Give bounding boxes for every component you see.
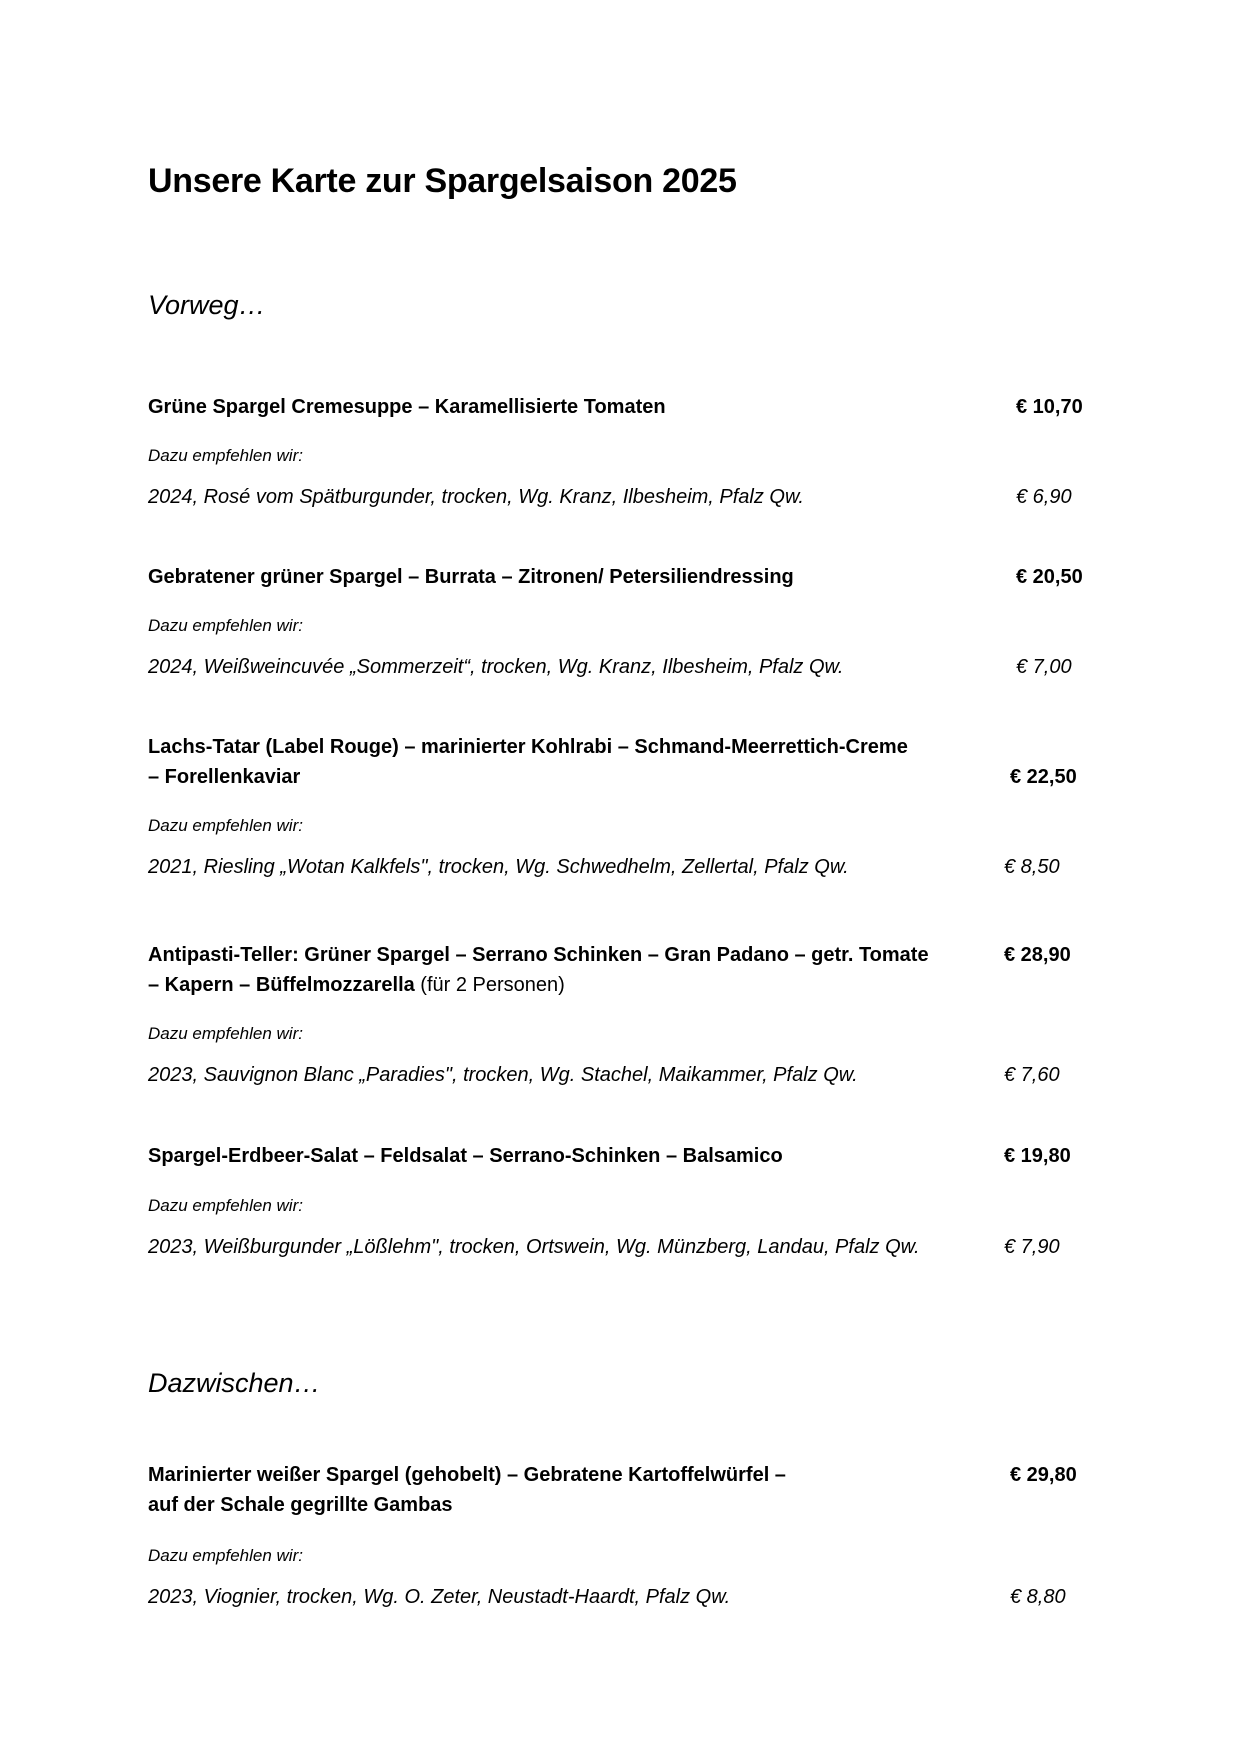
wine-recommendation: 2023, Sauvignon Blanc „Paradies", trocken, Wg. Stachel, Maikammer, Pfalz Qw. bbox=[148, 1064, 858, 1086]
dish-price: € 20,50 bbox=[1016, 566, 1083, 588]
dish-name-line bbox=[148, 970, 1088, 1000]
wine-price: € 8,80 bbox=[1010, 1586, 1066, 1608]
wine-price: € 6,90 bbox=[1016, 486, 1072, 508]
dish-name bbox=[148, 940, 1088, 1000]
wine-price: € 8,50 bbox=[1004, 856, 1060, 878]
recommendation-label: Dazu empfehlen wir: bbox=[148, 1024, 303, 1043]
dish-name bbox=[148, 1460, 1088, 1520]
wine-recommendation: 2024, Rosé vom Spätburgunder, trocken, Wg. Kranz, Ilbesheim, Pfalz Qw. bbox=[148, 486, 804, 508]
dish-price: € 28,90 bbox=[1004, 944, 1071, 966]
recommendation-label: Dazu empfehlen wir: bbox=[148, 1546, 303, 1565]
recommendation-label: Dazu empfehlen wir: bbox=[148, 446, 303, 465]
recommendation-label: Dazu empfehlen wir: bbox=[148, 816, 303, 835]
dish-price: € 10,70 bbox=[1016, 396, 1083, 418]
dish-price: € 19,80 bbox=[1004, 1145, 1071, 1167]
section-heading-vorweg: Vorweg… bbox=[148, 290, 266, 320]
wine-recommendation: 2023, Weißburgunder „Lößlehm", trocken, Ortswein, Wg. Münzberg, Landau, Pfalz Qw. bbox=[148, 1236, 920, 1258]
dish-name-line: Marinierter weißer Spargel (gehobelt) – Gebratene Kartoffelwürfel – bbox=[148, 1464, 786, 1486]
section-heading-dazwischen: Dazwischen… bbox=[148, 1368, 321, 1398]
dish-name bbox=[148, 392, 1088, 422]
dish-name-line: auf der Schale gegrillte Gambas bbox=[148, 1494, 453, 1516]
dish-name-line: Gebratener grüner Spargel – Burrata – Zitronen/ Petersiliendressing bbox=[148, 566, 794, 588]
dish-name-line: Antipasti-Teller: Grüner Spargel – Serrano Schinken – Gran Padano – getr. Tomate bbox=[148, 944, 929, 966]
recommendation-label: Dazu empfehlen wir: bbox=[148, 616, 303, 635]
dish-name-line: Grüne Spargel Cremesuppe – Karamellisierte Tomaten bbox=[148, 396, 666, 418]
recommendation-label: Dazu empfehlen wir: bbox=[148, 1196, 303, 1215]
wine-recommendation: 2023, Viognier, trocken, Wg. O. Zeter, Neustadt-Haardt, Pfalz Qw. bbox=[148, 1586, 731, 1608]
dish-price: € 22,50 bbox=[1010, 766, 1077, 788]
dish-name bbox=[148, 732, 1088, 792]
page-title: Unsere Karte zur Spargelsaison 2025 bbox=[148, 162, 737, 200]
dish-name-line: – Forellenkaviar bbox=[148, 766, 301, 788]
wine-price: € 7,00 bbox=[1016, 656, 1072, 678]
wine-price: € 7,60 bbox=[1004, 1064, 1060, 1086]
wine-recommendation: 2024, Weißweincuvée „Sommerzeit“, trocken, Wg. Kranz, Ilbesheim, Pfalz Qw. bbox=[148, 656, 844, 678]
dish-name bbox=[148, 1141, 1088, 1171]
dish-name bbox=[148, 562, 1088, 592]
wine-price: € 7,90 bbox=[1004, 1236, 1060, 1258]
dish-serving-note: (für 2 Personen) bbox=[414, 974, 565, 996]
dish-price: € 29,80 bbox=[1010, 1464, 1077, 1486]
dish-name-line: Lachs-Tatar (Label Rouge) – marinierter Kohlrabi – Schmand-Meerrettich-Creme bbox=[148, 736, 908, 758]
dish-name-line: Spargel-Erdbeer-Salat – Feldsalat – Serrano-Schinken – Balsamico bbox=[148, 1145, 783, 1167]
wine-recommendation: 2021, Riesling „Wotan Kalkfels", trocken, Wg. Schwedhelm, Zellertal, Pfalz Qw. bbox=[148, 856, 849, 878]
dish-name-text: – Kapern – Büffelmozzarella bbox=[148, 974, 415, 996]
